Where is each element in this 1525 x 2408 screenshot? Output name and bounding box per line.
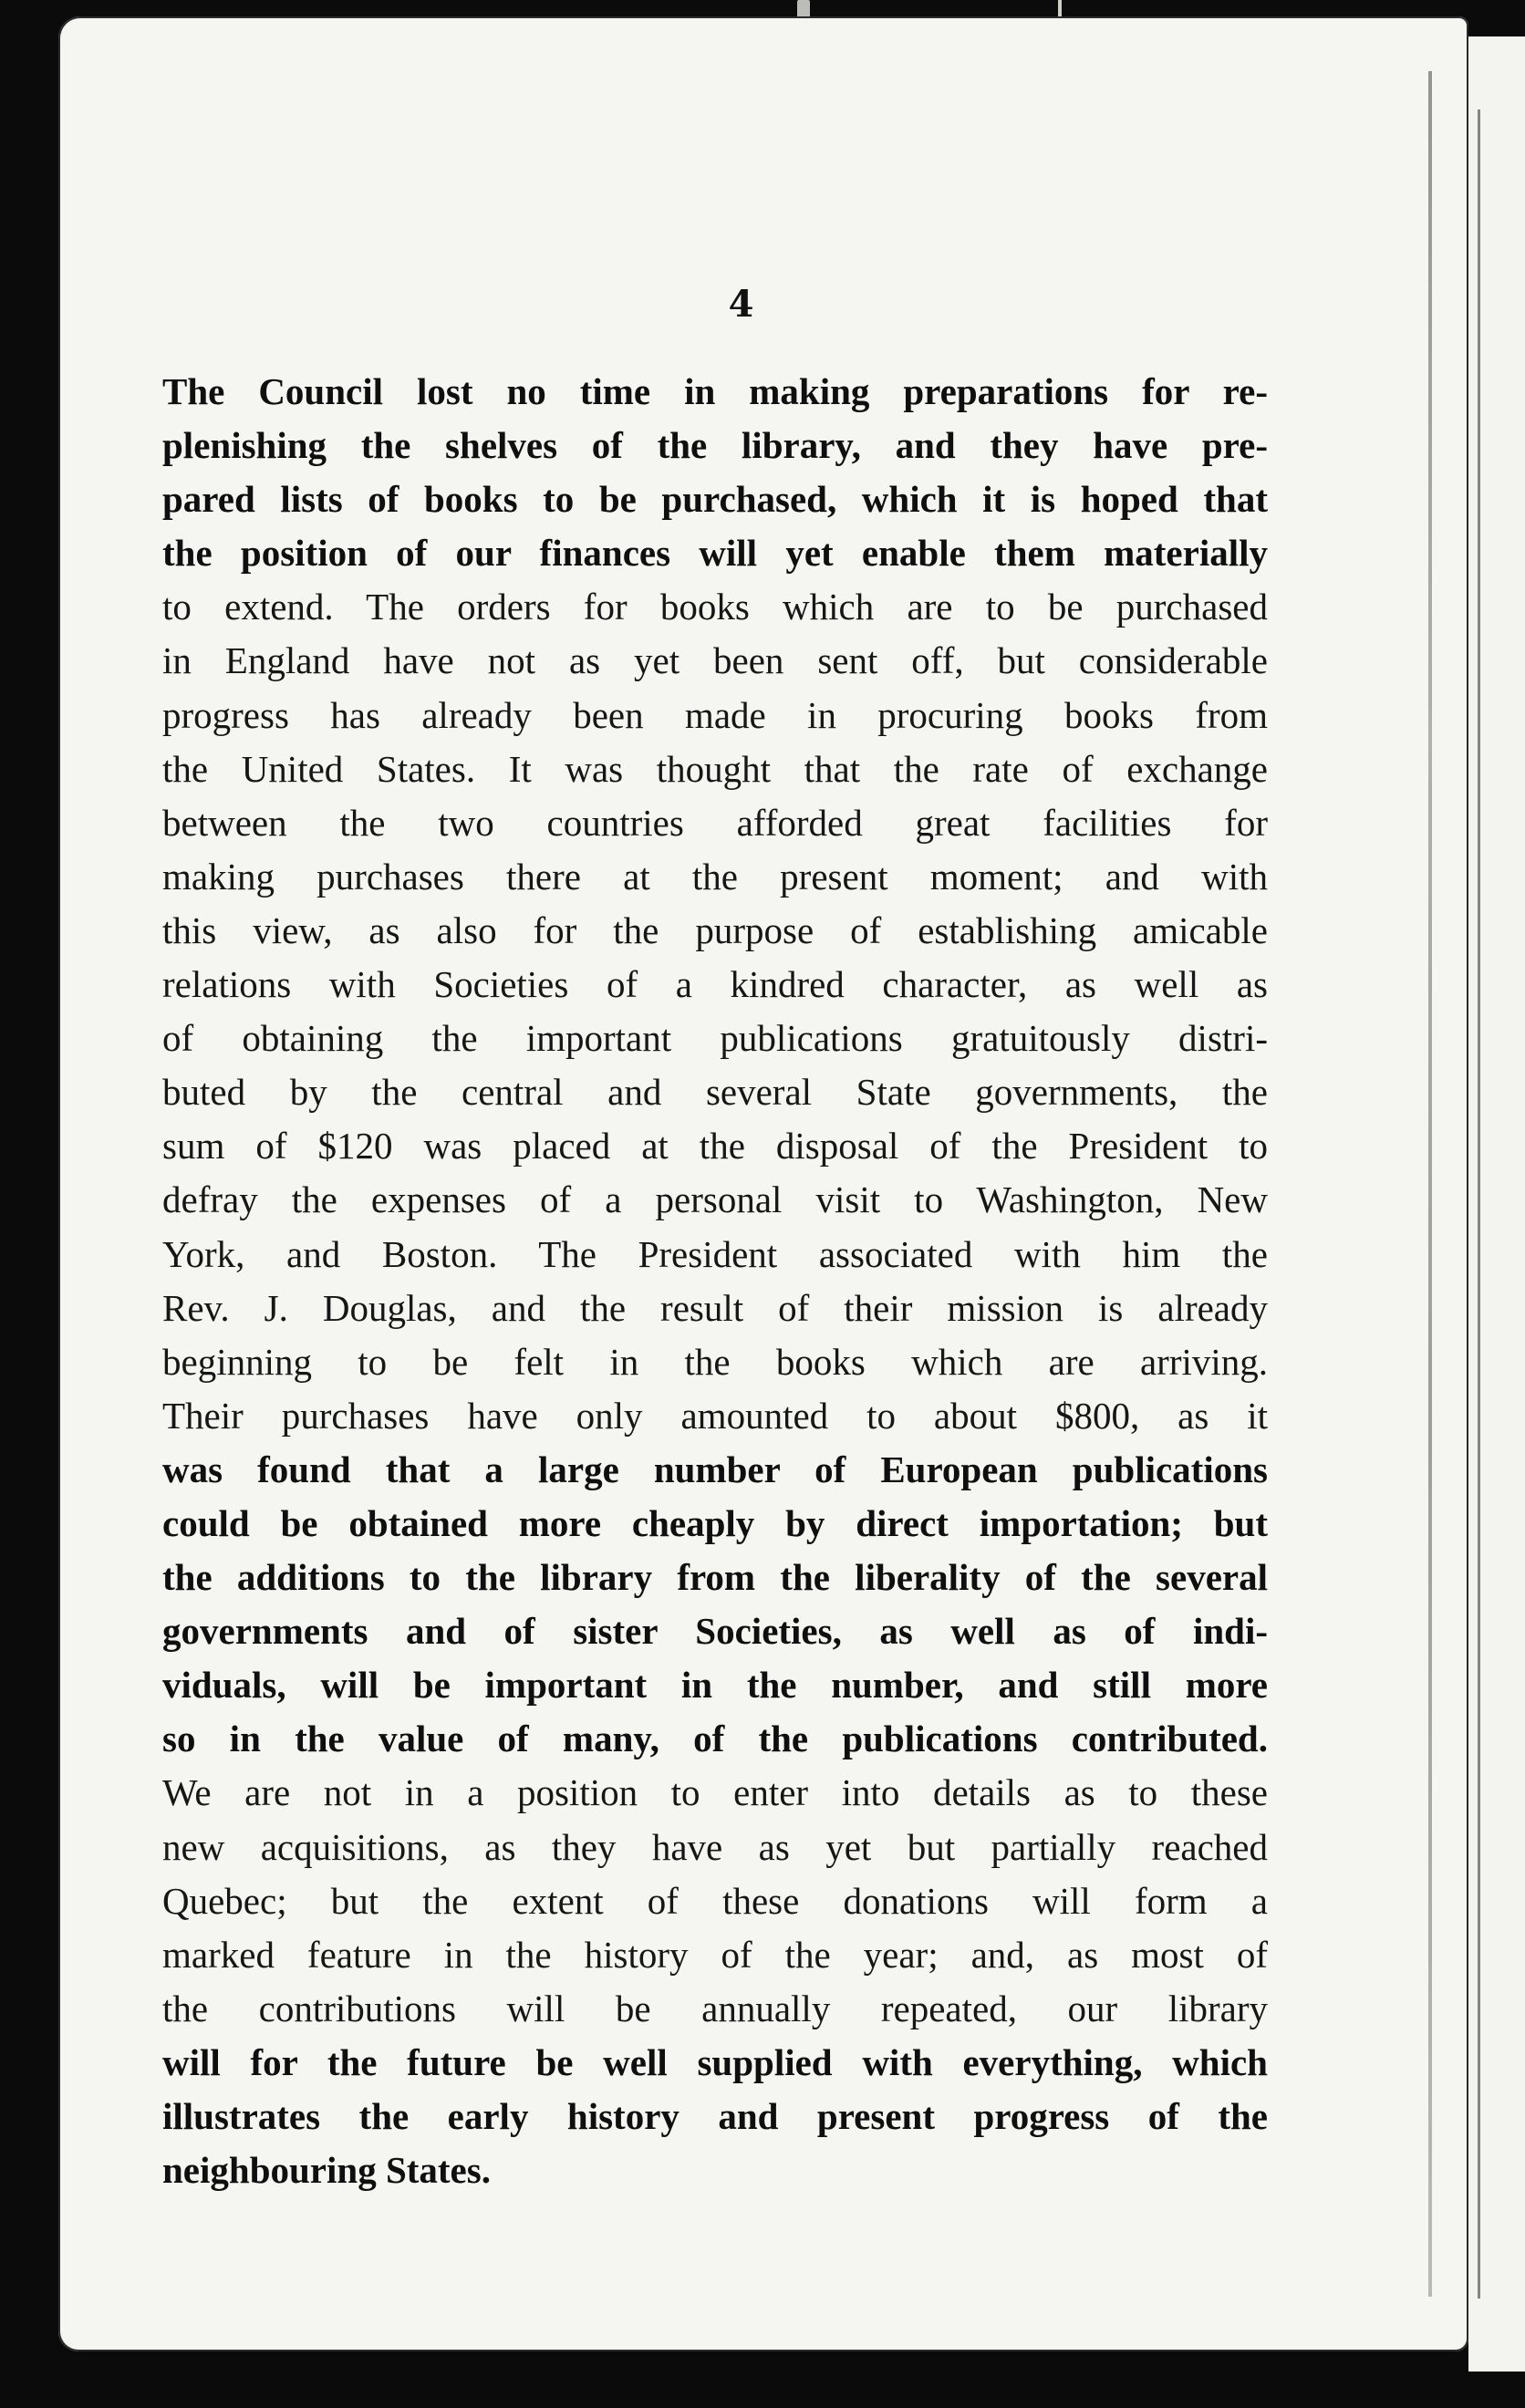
- text-line: beginning to be felt in the books which are arriving.: [162, 1340, 1268, 1383]
- text-line: will for the future be well supplied with everything, which: [162, 2040, 1268, 2083]
- text-line: plenishing the shelves of the library, and they have pre-: [162, 424, 1268, 467]
- text-line: The Council lost no time in making preparations for re-: [162, 370, 1268, 412]
- text-line: buted by the central and several State governments, the: [162, 1071, 1268, 1114]
- text-line: was found that a large number of European publications: [162, 1448, 1268, 1490]
- text-line: so in the value of many, of the publications contributed.: [162, 1718, 1268, 1760]
- text-line: defray the expenses of a personal visit to Washington, New: [162, 1178, 1268, 1221]
- text-line: pared lists of books to be purchased, which it is hoped that: [162, 478, 1268, 521]
- text-line: viduals, will be important in the number, and still more: [162, 1664, 1268, 1707]
- text-line: sum of $120 was placed at the disposal of the President to: [162, 1125, 1268, 1168]
- text-line: the contributions will be annually repeated, our library: [162, 1987, 1268, 2029]
- text-line: to extend. The orders for books which are to be purchased: [162, 586, 1268, 628]
- text-line: Quebec; but the extent of these donations will form a: [162, 1879, 1268, 1922]
- book-page: [58, 16, 1468, 2351]
- text-line: Their purchases have only amounted to about $800, as it: [162, 1394, 1268, 1437]
- text-line: making purchases there at the present moment; and with: [162, 855, 1268, 898]
- text-line: Rev. J. Douglas, and the result of their mission is already: [162, 1286, 1268, 1329]
- text-line: the additions to the library from the liberality of the several: [162, 1556, 1268, 1599]
- text-line: relations with Societies of a kindred character, as well as: [162, 963, 1268, 1006]
- text-line: between the two countries afforded great facilities for: [162, 801, 1268, 844]
- facing-page-edge: [1468, 36, 1525, 2372]
- text-line: We are not in a position to enter into details as to these: [162, 1771, 1268, 1814]
- text-line: York, and Boston. The President associated with him the: [162, 1232, 1268, 1275]
- text-line: neighbouring States.: [162, 2149, 491, 2192]
- text-line: this view, as also for the purpose of establishing amicable: [162, 908, 1268, 951]
- text-line: the position of our finances will yet enable them materially: [162, 532, 1268, 575]
- text-line: could be obtained more cheaply by direct importation; but: [162, 1501, 1268, 1544]
- text-line: illustrates the early history and present progress of the: [162, 2095, 1268, 2137]
- page-text-body: [162, 365, 1268, 2197]
- text-line: of obtaining the important publications gratuitously distri-: [162, 1017, 1268, 1060]
- text-line: governments and of sister Societies, as well as of indi-: [162, 1610, 1268, 1653]
- text-line: the United States. It was thought that the rate of exchange: [162, 747, 1268, 790]
- text-line: new acquisitions, as they have as yet but partially reached: [162, 1825, 1268, 1868]
- facing-page-edge-line: [1478, 109, 1480, 2299]
- text-line: marked feature in the history of the year; and, as most of: [162, 1933, 1268, 1976]
- page-number: 4: [728, 283, 755, 326]
- text-line: progress has already been made in procuring books from: [162, 693, 1268, 736]
- text-line: in England have not as yet been sent off, but considerable: [162, 639, 1268, 682]
